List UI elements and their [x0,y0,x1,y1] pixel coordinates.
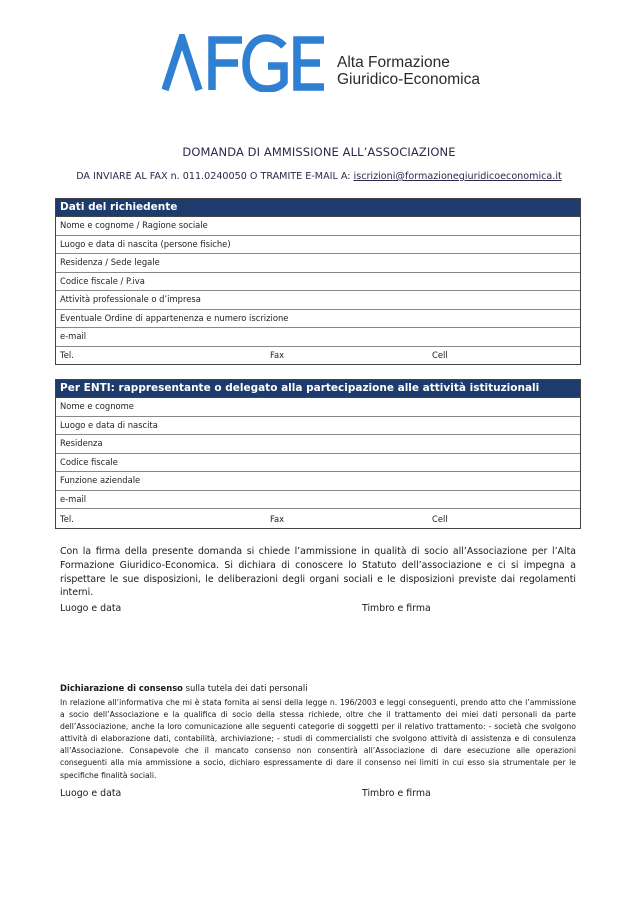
section-header: Per ENTI: rappresentante o delegato alla partecipazione alle attività istituzionali [56,380,580,398]
stamp-signature-label: Timbro e firma [362,603,431,614]
entity-representative-table [55,379,581,529]
email-link[interactable]: iscrizioni@formazionegiuridicoeconomica.it [353,171,562,182]
field-name[interactable]: Nome e cognome [56,398,580,417]
logo [0,34,638,98]
tel-label: Tel. [60,349,74,360]
document-title: DOMANDA DI AMMISSIONE ALL’ASSOCIAZIONE [182,145,456,159]
consent-heading: Dichiarazione di consenso [60,683,183,693]
fax-instructions [0,171,638,182]
signature-line-1 [60,603,576,614]
field-contacts[interactable] [56,509,580,528]
applicant-data-table [55,198,581,365]
field-role[interactable]: Funzione aziendale [56,472,580,491]
cell-label: Cell [432,514,448,524]
consent-title [60,683,308,693]
cell-label: Cell [432,349,448,360]
logo-line2: Giuridico-Economica [337,71,480,88]
fax-label: Fax [270,349,285,360]
field-tax-code[interactable]: Codice fiscale [56,454,580,473]
declaration-text: Con la firma della presente domanda si chiede l’ammissione in qualità di socio all’Associazione per l’Alta Formazione Giuridico-Economica. Si dichiara di conoscere lo Statuto dell’associazione e ci si impegna a rispettare le sue disposizioni, le deliberazioni degli organi sociali e le disposizioni previste dai regolamenti interni. [60,546,576,599]
place-date-label: Luogo e data [60,788,122,799]
field-email[interactable]: e-mail [56,328,580,347]
field-email[interactable]: e-mail [56,491,580,510]
signature-line-2 [60,788,576,799]
field-residence[interactable]: Residenza [56,435,580,454]
stamp-signature-label: Timbro e firma [362,788,431,799]
field-profession[interactable]: Attività professionale o d’impresa [56,291,580,310]
field-contacts[interactable] [56,347,580,365]
logo-line1: Alta Formazione [337,54,450,71]
section-header: Dati del richiedente [56,199,580,217]
field-order[interactable]: Eventuale Ordine di appartenenza e numero iscrizione [56,310,580,329]
consent-text: In relazione all’informativa che mi è stata fornita ai sensi della legge n. 196/2003 e leggi conseguenti, prendo atto che l’ammissione a socio dell’Associazione e la qualifica di socio della stessa richiede, oltre che il trattamento dei miei dati personali da parte dell’Associazione, anche la loro comunicazione alle seguenti categorie di soggetti per il relativo trattamento: - società che svolgono attività di elaborazione dati, contabilità, archiviazione; - studi di commercialisti che svolgono attività di assistenza e di consulenza all’Associazione. Consapevole che il mancato consenso non consentirà all’Associazione di dare esecuzione alle operazioni conseguenti alla mia ammissione a socio, dichiaro espressamente di dare il consenso nei limiti in cui esso sia strumentale per le specifiche finalità sociali. [60,698,576,780]
fax-prefix: DA INVIARE AL FAX n. 011.0240050 O TRAMITE E-MAIL A: [76,171,354,182]
logo-subtitle [337,54,480,88]
consent-subheading: sulla tutela dei dati personali [182,683,308,693]
field-birth[interactable]: Luogo e data di nascita (persone fisiche) [56,236,580,255]
afge-logo-mark [162,34,327,92]
place-date-label: Luogo e data [60,603,122,614]
fax-label: Fax [270,514,285,524]
field-residence[interactable]: Residenza / Sede legale [56,254,580,273]
tel-label: Tel. [60,514,74,524]
field-name[interactable]: Nome e cognome / Ragione sociale [56,217,580,236]
field-tax-code[interactable]: Codice fiscale / P.iva [56,273,580,292]
field-birth[interactable]: Luogo e data di nascita [56,417,580,436]
